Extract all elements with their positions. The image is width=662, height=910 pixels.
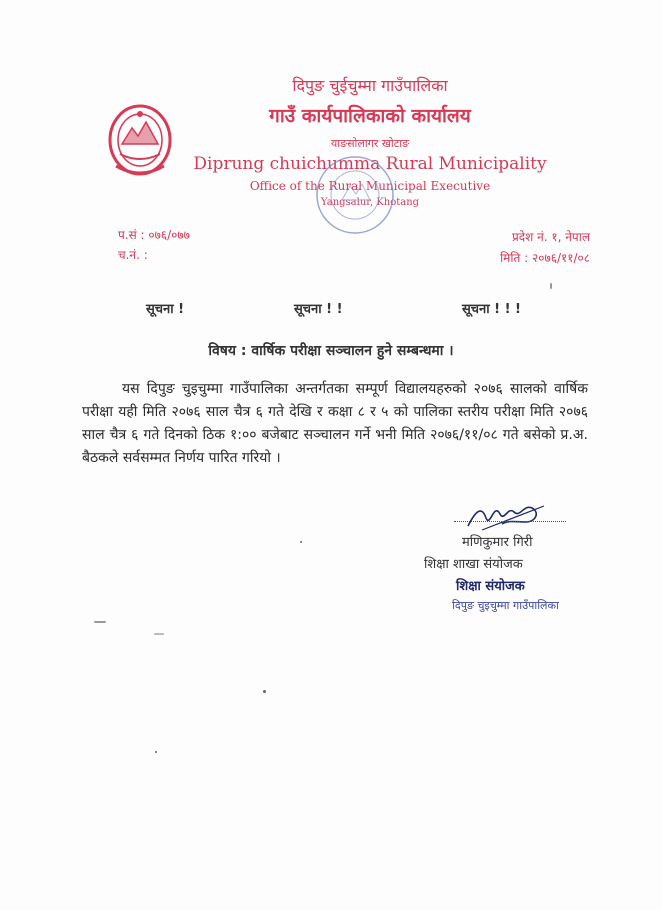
- speck: [263, 690, 266, 693]
- municipality-name-np: दिपुङ चुईचुम्मा गाउँपालिका: [292, 76, 448, 95]
- speck: [94, 621, 106, 623]
- speck: [550, 283, 552, 289]
- address-np: याङसोलागर खोटाङ: [330, 137, 410, 150]
- municipality-name-en: Diprung chuichumma Rural Municipality: [193, 154, 547, 174]
- office-name-np: गाउँ कार्यपालिकाको कार्यालय: [269, 105, 471, 127]
- speck: [154, 633, 164, 635]
- province-label: प्रदेश नं. १, नेपाल: [511, 230, 590, 244]
- signatory-title: शिक्षा शाखा संयोजक: [424, 557, 523, 572]
- address-en: Yangsalur, Khotang: [320, 197, 420, 208]
- speck: [300, 541, 302, 543]
- signatory-name: मणिकुमार गिरी: [462, 535, 533, 550]
- dispatch-number: च.नं. :: [118, 248, 148, 262]
- signature-line: [454, 521, 566, 522]
- stamp-org: दिपुङ चुइचुम्मा गाउँपालिका: [452, 599, 559, 612]
- signature-icon: [462, 492, 554, 536]
- speck: [155, 751, 157, 753]
- subject-line: विषय : वार्षिक परीक्षा सञ्चालन हुने सम्बन्धमा ।: [208, 343, 454, 359]
- letter-number: प.सं : ०७६/०७७: [118, 228, 190, 242]
- stamp-title: शिक्षा संयोजक: [456, 579, 525, 594]
- notice-heading-3: सूचना ! ! !: [462, 302, 521, 317]
- signatory-block: [420, 532, 620, 613]
- notice-body: यस दिपुङ चुइचुम्मा गाउँपालिका अन्तर्गतका सम्पूर्ण विद्यालयहरुको २०७६ सालको वार्षिक परीक्षा यही मिति २०७६ साल चैत्र ६ गते देखि र कक्षा ८ र ५ को पालिका स्तरीय परीक्षा मिति २०७६ साल चैत्र ६ गते दिनको ठिक १:०० बजेबाट सञ्चालन गर्ने भनी मिति २०७६/११/०८ गते बसेको प्र.अ. बैठकले सर्वसम्मत निर्णय पारित गरियो ।: [82, 381, 588, 466]
- date-label: मिति : २०७६/११/०८: [500, 251, 590, 265]
- notice-heading-1: सूचना !: [146, 302, 185, 317]
- office-name-en: Office of the Rural Municipal Executive: [249, 179, 491, 193]
- office-seal-icon: [312, 152, 398, 238]
- notice-heading-2: सूचना ! !: [294, 302, 343, 317]
